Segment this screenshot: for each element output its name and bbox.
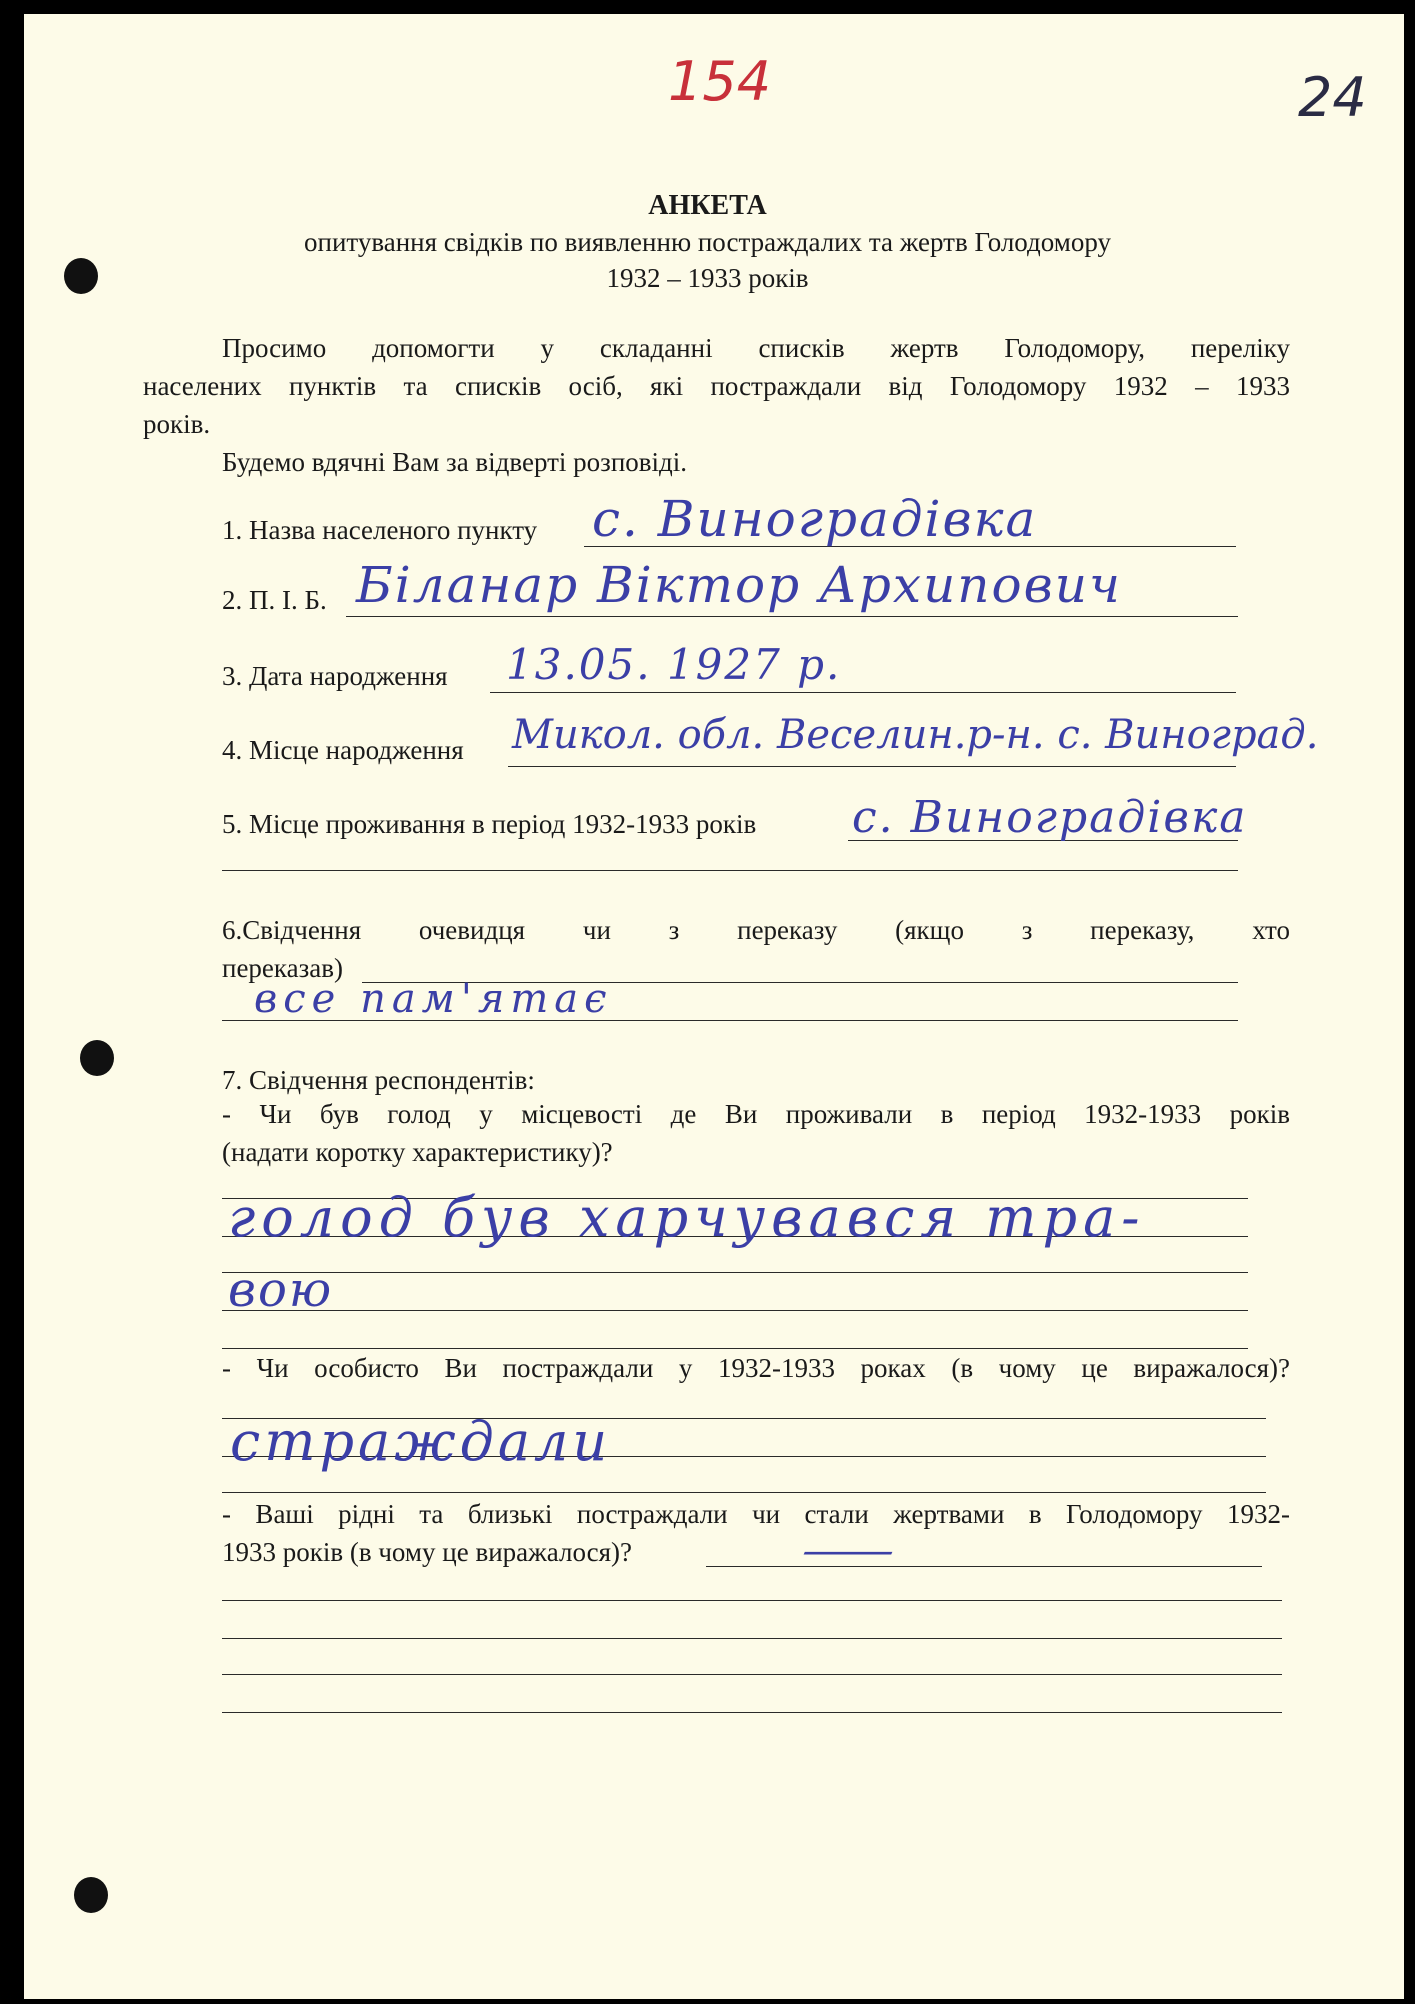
respondent-testimony-title: 7. Свідчення респондентів: [222,1065,535,1095]
archive-page-number: 154 [668,50,772,113]
relatives-answer-line-2 [222,1600,1282,1601]
form-title: АНКЕТА [648,190,767,221]
intro-line1: Просимо допомогти у складанні списків жертв Голодомору, переліку [222,333,1290,363]
punch-hole-bottom [74,1877,108,1913]
place-name-value: с. Виноградівка [592,490,1038,548]
famine-answer-line1: голод був харчувався тра- [228,1186,1146,1249]
famine-answer-line2: вою [228,1262,334,1318]
famine-question-line2: (надати коротку характеристику)? [222,1137,613,1167]
sheet-number: 24 [1298,66,1367,129]
full-name-line [346,616,1238,617]
relatives-answer-dash: — [800,1528,901,1574]
personal-suffering-answer: страждали [230,1410,612,1473]
personal-suffering-question: - Чи особисто Ви постраждали у 1932-1933 роках (в чому це виражалося)? [222,1353,1290,1383]
personal-suffering-line-3 [222,1492,1266,1493]
birth-date-line [490,692,1236,693]
relatives-answer-line-3 [222,1638,1282,1639]
birth-place-value: Микол. обл. Веселин.р-н. с. Виноград. [512,712,1319,758]
questionnaire-sheet [24,14,1404,1999]
famine-answer-line-5 [222,1348,1248,1349]
famine-question-line1: - Чи був голод у місцевості де Ви проживали в період 1932-1933 років [222,1099,1290,1129]
famine-answer-line-3 [222,1272,1248,1273]
residence-label: 5. Місце проживання в період 1932-1933 років [222,809,757,839]
birth-place-line [508,766,1236,767]
famine-answer-line-4 [222,1310,1248,1311]
full-name-label: 2. П. І. Б. [222,585,327,615]
birth-place-label: 4. Місце народження [222,735,464,765]
relatives-question-line2: 1933 років (в чому це виражалося)? [222,1537,633,1567]
form-subtitle-line2: 1932 – 1933 років [606,263,809,293]
residence-value: с. Виноградівка [852,792,1248,843]
relatives-answer-line-5 [222,1712,1282,1713]
relatives-answer-line-4 [222,1674,1282,1675]
testimony-source-answer: все пам'ятає [254,976,613,1022]
birth-date-label: 3. Дата народження [222,661,448,691]
full-name-value: Біланар Віктор Архипович [356,556,1123,614]
punch-hole-middle [80,1040,114,1076]
intro-line2: населених пунктів та списків осіб, які постраждали від Голодомору 1932 – 1933 [143,371,1290,401]
residence-line-2 [222,870,1238,871]
testimony-source-label-line1: 6.Свідчення очевидця чи з переказу (якщо з переказу, хто [222,915,1290,945]
place-name-label: 1. Назва населеного пункту [222,515,538,545]
intro-line3: років. [143,409,211,439]
relatives-answer-line-1 [706,1566,1262,1567]
relatives-question-line1: - Ваші рідні та близькі постраждали чи стали жертвами в Голодомору 1932- [222,1499,1290,1529]
testimony-source-label-line2: переказав) [222,953,343,983]
form-subtitle-line1: опитування свідків по виявленню постраждалих та жертв Голодомору [304,227,1111,257]
intro-thanks: Будемо вдячні Вам за відверті розповіді. [222,447,688,477]
birth-date-value: 13.05. 1927 р. [506,640,842,689]
